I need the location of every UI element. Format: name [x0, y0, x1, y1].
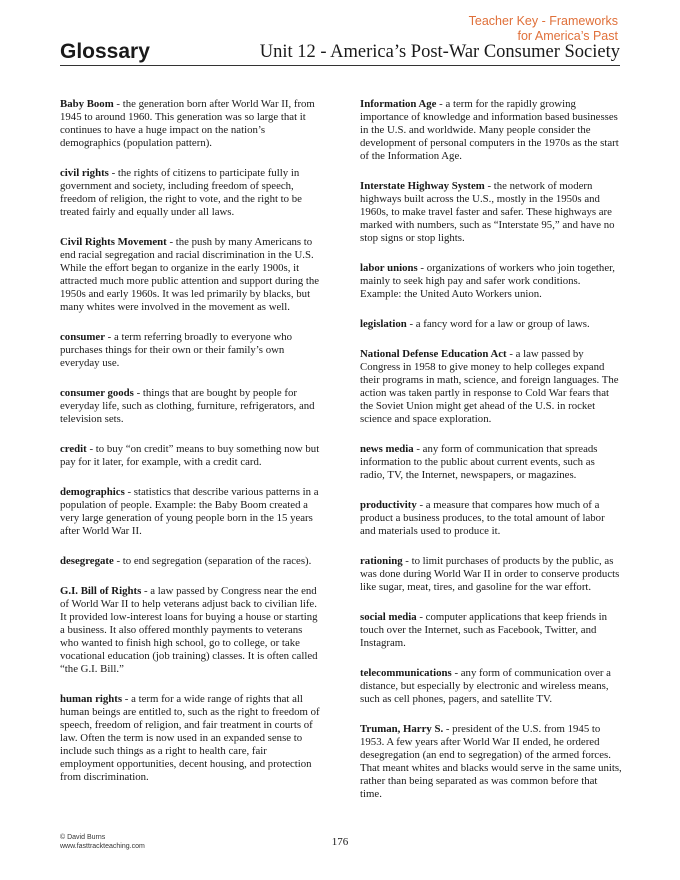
glossary-entry — [360, 667, 622, 706]
glossary-definition: - the generation born after World War II, from 1945 to around 1960. This generation was so large that it continues to have a huge impact on the nation’s demographics (population pattern). — [60, 98, 315, 149]
glossary-entry — [360, 555, 622, 594]
glossary-entry — [360, 180, 622, 245]
glossary-entry — [60, 167, 322, 219]
glossary-definition: - to end segregation (separation of the races). — [113, 555, 312, 567]
glossary-term: Baby Boom — [60, 98, 114, 110]
glossary-entry — [60, 585, 322, 676]
teacher-key-line2: for America’s Past — [517, 29, 618, 43]
glossary-entry — [360, 499, 622, 538]
glossary-definition: - things that are bought by people for everyday life, such as clothing, furniture, refrigerators, and television sets. — [60, 387, 315, 425]
glossary-term: civil rights — [60, 167, 109, 179]
glossary-term: labor unions — [360, 262, 418, 274]
glossary-entry — [60, 486, 322, 538]
glossary-term: Civil Rights Movement — [60, 236, 167, 248]
copyright: © David Burns — [60, 834, 106, 841]
glossary-definition: - computer applications that keep friends in touch over the Internet, such as Facebook, Twitter, and Instagram. — [360, 611, 608, 649]
glossary-definition: - the rights of citizens to participate fully in government and society, including freedom of speech, freedom of religion, the right to vote, and the right to be treated fairly and equally under all laws. — [60, 167, 302, 218]
glossary-term: demographics — [60, 486, 125, 498]
unit-title: Unit 12 - America’s Post-War Consumer Society — [259, 42, 620, 62]
glossary-entry — [360, 98, 622, 163]
glossary-term: desegregate — [60, 555, 114, 567]
glossary-definition: - a fancy word for a law or group of laws. — [406, 318, 590, 330]
glossary-entry — [60, 236, 322, 314]
teacher-key-line1: Teacher Key - Frameworks — [468, 14, 618, 28]
page-number: 176 — [331, 836, 349, 848]
glossary-term: telecommunications — [360, 667, 452, 679]
glossary-term: rationing — [360, 555, 403, 567]
glossary-definition: - to limit purchases of products by the public, as was done during World War II in order to conserve products like sugar, meat, tires, and gasoline for the war effort. — [360, 555, 620, 593]
glossary-entry — [60, 443, 322, 469]
teacher-key-label — [358, 14, 618, 44]
header-divider — [60, 65, 620, 66]
glossary-term: human rights — [60, 693, 123, 705]
glossary-entry — [360, 262, 622, 301]
glossary-term: Information Age — [360, 98, 437, 110]
glossary-definition: - the push by many Americans to end racial segregation and racial discrimination in the U.S. While the effort began to organize in the early 1900s, it attracted much more public attention and support during the 1950s and early 1960s. It was led primarily by blacks, but many whites were involved in the movement as well. — [60, 236, 320, 313]
glossary-column-left — [60, 98, 322, 801]
glossary-column-right — [360, 98, 622, 818]
glossary-definition: - a term for a wide range of rights that all human beings are entitled to, such as the right to freedom of speech, freedom of religion, and fair treatment in courts of law. Often the term is now used in an expanded sense to include such things as a right to health care, fair employment opportunities, decent housing, and protection from discrimination. — [60, 693, 320, 783]
glossary-entry — [360, 443, 622, 482]
glossary-definition: - a law passed by Congress in 1958 to give money to help colleges expand their programs in math, science, and foreign languages. The action was taken partly in response to Cold War fears that the Soviet Union might get ahead of the U.S. in rocket science and space exploration. — [360, 348, 619, 425]
glossary-definition: - organizations of workers who join together, mainly to seek high pay and safer work conditions. Example: the United Auto Workers union. — [360, 262, 615, 300]
glossary-entry — [60, 387, 322, 426]
glossary-term: productivity — [360, 499, 417, 511]
glossary-term: National Defense Education Act — [360, 348, 507, 360]
glossary-term: legislation — [360, 318, 407, 330]
page-title: Glossary — [60, 40, 150, 63]
glossary-entry — [360, 348, 622, 426]
glossary-definition: - to buy “on credit” means to buy something now but pay for it later, for example, with a credit card. — [60, 443, 320, 468]
glossary-definition: - a term referring broadly to everyone who purchases things for their own or their family’s own everyday use. — [60, 331, 293, 369]
glossary-definition: - a measure that compares how much of a product a business produces, to the total amount of labor and materials used to produce it. — [360, 499, 605, 537]
glossary-definition: - the network of modern highways built across the U.S., mostly in the 1950s and 1960s, to make travel faster and safer. These highways are marked with numbers, such as “Interstate 95,” and have no stop signs or stop lights. — [360, 180, 615, 244]
glossary-entry — [360, 318, 622, 331]
glossary-term: social media — [360, 611, 417, 623]
glossary-definition: - any form of communication that spreads information to the public about current events, such as radio, TV, the Internet, newspapers, or magazines. — [360, 443, 598, 481]
glossary-definition: - statistics that describe various patterns in a population of people. Example: the Baby Boom created a very large generation of young people born in the 15 years after World War II. — [60, 486, 319, 537]
glossary-term: Interstate Highway System — [360, 180, 485, 192]
glossary-term: consumer — [60, 331, 105, 343]
glossary-entry — [360, 723, 622, 801]
glossary-entry — [360, 611, 622, 650]
glossary-entry — [60, 693, 322, 784]
glossary-term: consumer goods — [60, 387, 134, 399]
glossary-term: Truman, Harry S. — [360, 723, 444, 735]
glossary-term: news media — [360, 443, 414, 455]
glossary-definition: - any form of communication over a distance, but especially by electronic and wireless means, such as cell phones, pagers, and satellite TV. — [360, 667, 611, 705]
glossary-definition: - a law passed by Congress near the end of World War II to help veterans adjust back to civilian life. It provided low-interest loans for buying a house or starting a business. It also offered monthly payments to veterans who wanted to finish high school, go to college, or take vocational education (job training) classes. It is often called “the G.I. Bill.” — [60, 585, 318, 675]
glossary-definition: - president of the U.S. from 1945 to 1953. A few years after World War II ended, he ordered desegregation (an end to segregation) of the armed forces. That meant whites and blacks would serve in the same units, rather than being separated as was common before that time. — [360, 723, 622, 800]
glossary-term: credit — [60, 443, 87, 455]
glossary-entry — [60, 98, 322, 150]
glossary-entry — [60, 331, 322, 370]
website: www.fasttrackteaching.com — [60, 843, 145, 850]
glossary-term: G.I. Bill of Rights — [60, 585, 142, 597]
glossary-entry — [60, 555, 322, 568]
glossary-definition: - a term for the rapidly growing importance of knowledge and information based businesses in the U.S. and worldwide. Many people consider the development of personal computers in the 1970s as the start of the Information Age. — [360, 98, 619, 162]
